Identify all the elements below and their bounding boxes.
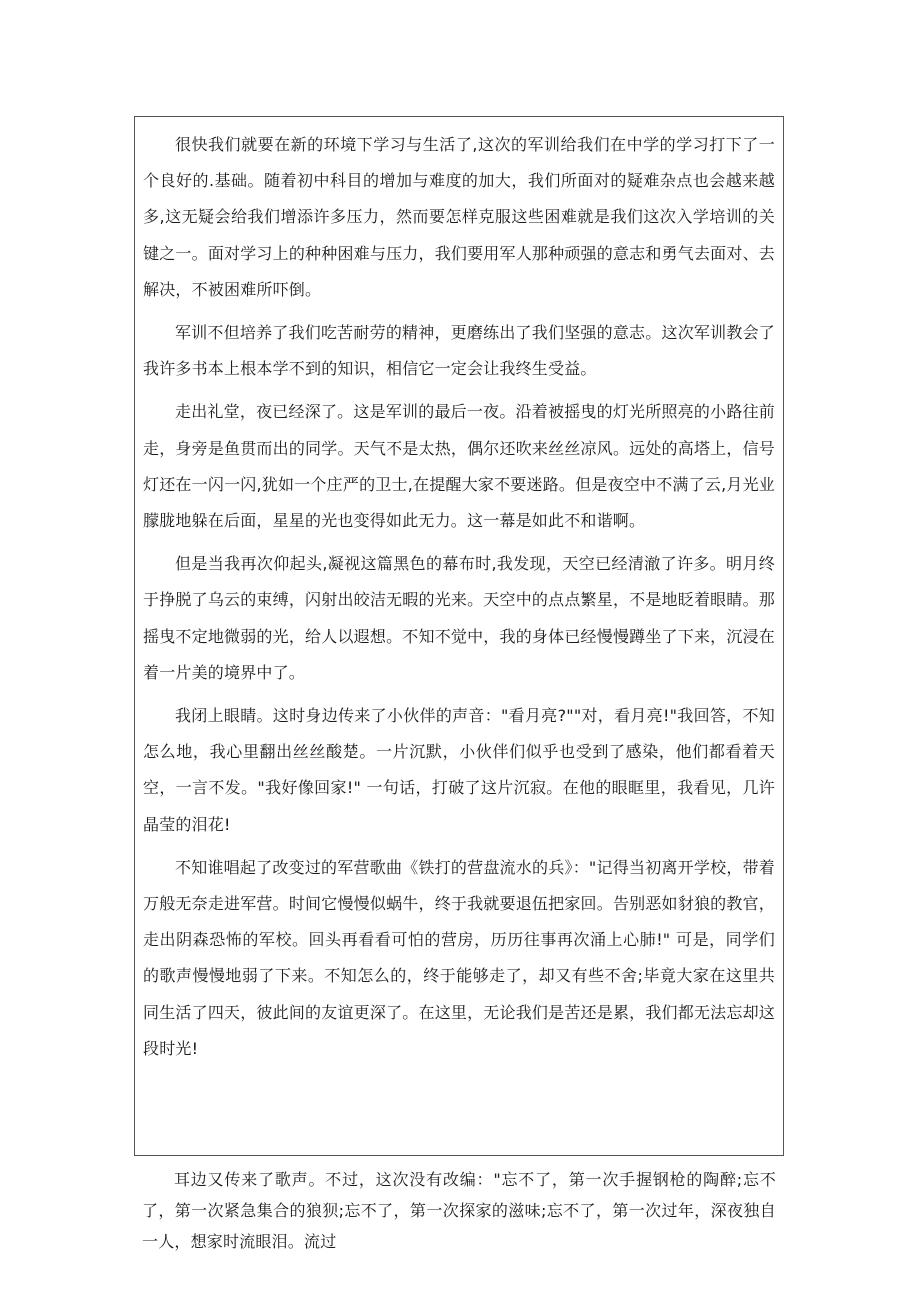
paragraph-moon-sky: 但是当我再次仰起头,凝视这篇黑色的幕布时,我发现，天空已经清澈了许多。明月终于挣脱了乌云的束缚，闪射出皎洁无暇的光来。天空中的点点繁星，不是地眨着眼睛。那摇曳不定地微弱的光，给人以遐想。不知不觉中，我的身体已经慢慢蹲坐了下来，沉浸在着一片美的境界中了。 xyxy=(143,554,775,682)
trailing-text xyxy=(134,1164,784,1264)
paragraph-army-song: 不知谁唱起了改变过的军营歌曲《铁打的营盘流水的兵》："记得当初离开学校，带着万般无奈走进军营。时间它慢慢似蜗牛，终于我就要退伍把家回。告别恶如豺狼的教官，走出阴森恐怖的军校。回头再看看可怕的营房，历历往事再次涌上心肺!" 可是，同学们的歌声慢慢地弱了下来。不知怎么的，终于能够走了，却又有些不舍;毕竟大家在这里共同生活了四天，彼此间的友谊更深了。在这里，无论我们是苦还是累，我们都无法忘却这段时光! xyxy=(143,857,775,1058)
paragraph-last-night: 走出礼堂，夜已经深了。这是军训的最后一夜。沿着被摇曳的灯光所照亮的小路往前走，身旁是鱼贯而出的同学。天气不是太热，偶尔还吹来丝丝凉风。远处的高塔上，信号灯还在一闪一闪,犹如一个庄严的卫士,在提醒大家不要迷路。但是夜空中不满了云,月光业朦胧地躲在后面，星星的光也变得如此无力。这一幕是如此不和谐啊。 xyxy=(143,402,775,531)
bordered-text-box xyxy=(134,116,784,1156)
paragraph-companions: 我闭上眼睛。这时身边传来了小伙伴的声音："看月亮?""对，看月亮!"我回答，不知怎么地，我心里翻出丝丝酸楚。一片沉默，小伙伴们似乎也受到了感染，他们都看着天空，一言不发。"我好像回家!" 一句话，打破了这片沉寂。在他的眼眶里，我看见，几许晶莹的泪花! xyxy=(143,706,775,834)
paragraph-training-benefits: 军训不但培养了我们吃苦耐劳的精神，更磨练出了我们坚强的意志。这次军训教会了我许多书本上根本学不到的知识，相信它一定会让我终生受益。 xyxy=(143,323,775,379)
paragraph-study-pressure: 很快我们就要在新的环境下学习与生活了,这次的军训给我们在中学的学习打下了一个良好的.基础。随着初中科目的增加与难度的加大，我们所面对的疑难杂点也会越来越多,这无疑会给我们增添许多压力，然而要怎样克服这些困难就是我们这次入学培训的关键之一。面对学习上的种种困难与压力，我们要用军人那种顽强的意志和勇气去面对、去解决，不被困难所吓倒。 xyxy=(143,135,775,299)
paragraph-song-again: 耳边又传来了歌声。不过，这次没有改编："忘不了，第一次手握钢枪的陶醉;忘不了，第一次紧急集合的狼狈;忘不了，第一次探家的滋味;忘不了，第一次过年，深夜独自一人，想家时流眼泪。流过 xyxy=(142,1170,776,1251)
